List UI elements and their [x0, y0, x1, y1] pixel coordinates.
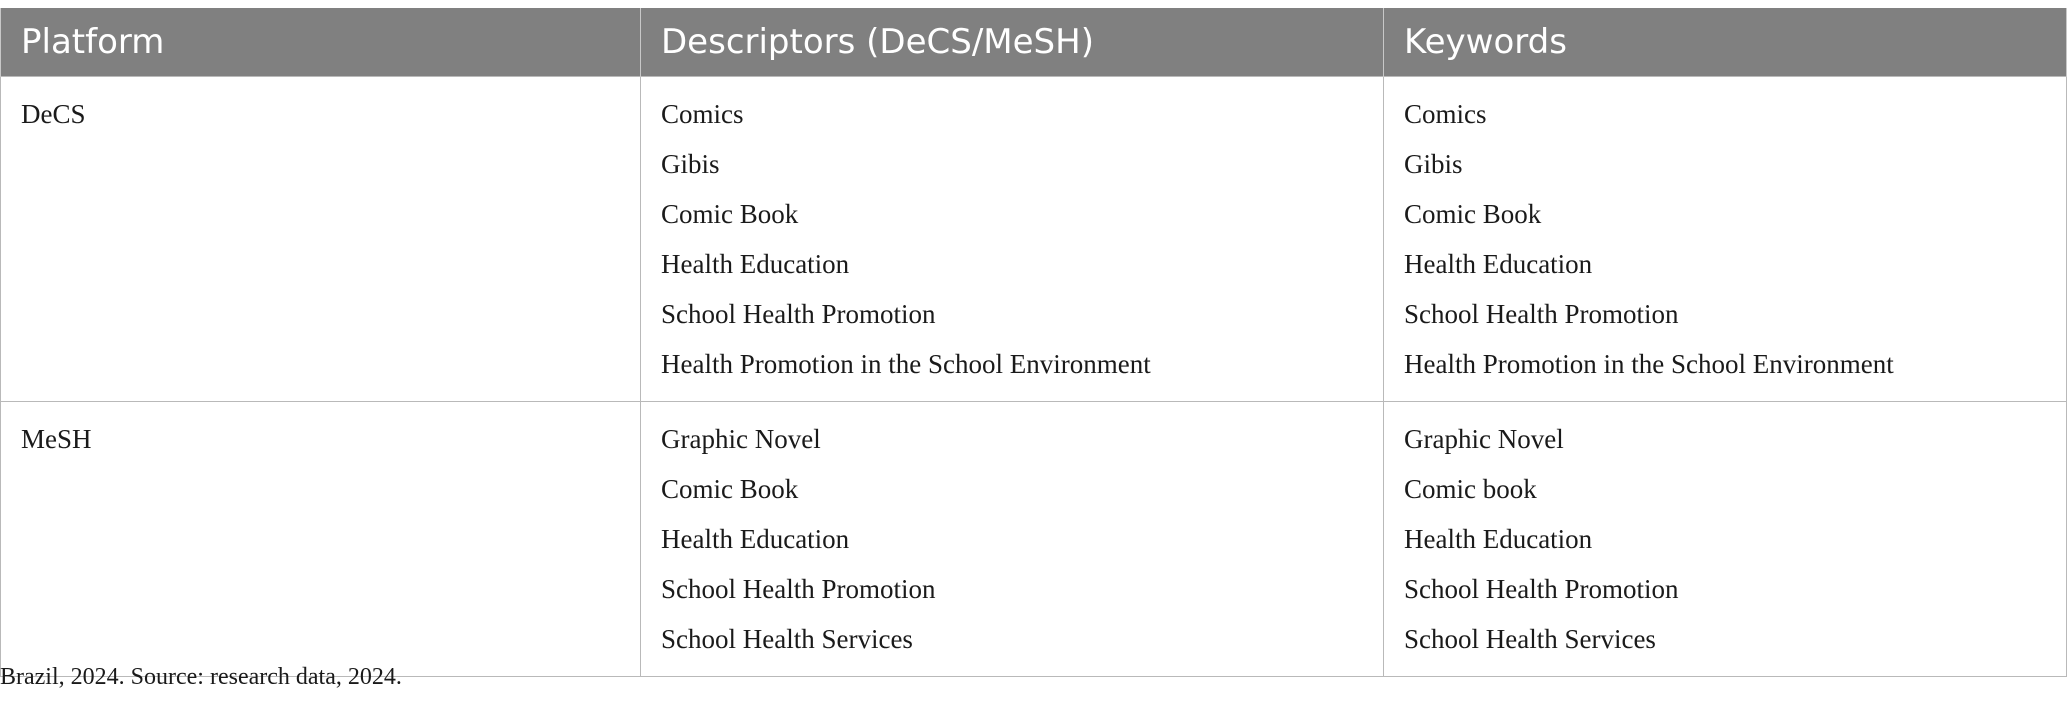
descriptor-item: School Health Promotion — [661, 298, 936, 329]
keyword-item: Health Education — [1404, 523, 1593, 554]
keyword-item: Health Promotion in the School Environment — [1404, 348, 1894, 379]
header-platform: Platform — [1, 8, 641, 76]
descriptor-item: Health Education — [661, 523, 850, 554]
keyword-item: Comic Book — [1404, 198, 1542, 229]
descriptor-item: Graphic Novel — [661, 423, 821, 454]
descriptors-cell — [641, 401, 1384, 676]
header-descriptors: Descriptors (DeCS/MeSH) — [641, 8, 1384, 76]
keyword-item: Comic book — [1404, 473, 1537, 504]
platform-cell — [1, 401, 641, 676]
keyword-item: Graphic Novel — [1404, 423, 1564, 454]
keyword-item: School Health Services — [1404, 623, 1656, 654]
descriptor-item: Health Promotion in the School Environment — [661, 348, 1151, 379]
descriptor-item: School Health Promotion — [661, 573, 936, 604]
keyword-item: Comics — [1404, 98, 1487, 129]
descriptors-cell — [641, 76, 1384, 401]
platform-label: DeCS — [21, 98, 86, 129]
table-header-row — [1, 8, 2067, 76]
header-keywords: Keywords — [1384, 8, 2067, 76]
descriptor-item: Gibis — [661, 148, 720, 179]
descriptor-item: Health Education — [661, 248, 850, 279]
descriptor-item: School Health Services — [661, 623, 913, 654]
table-row-mesh — [1, 401, 2067, 676]
descriptor-item: Comic Book — [661, 473, 799, 504]
keywords-cell — [1384, 76, 2067, 401]
keyword-item: Health Education — [1404, 248, 1593, 279]
descriptor-item: Comics — [661, 98, 744, 129]
table-footnote: Brazil, 2024. Source: research data, 2024. — [0, 664, 402, 690]
platform-cell — [1, 76, 641, 401]
table-row-decs — [1, 76, 2067, 401]
platform-label: MeSH — [21, 423, 92, 454]
descriptors-table — [0, 8, 2067, 677]
keyword-item: Gibis — [1404, 148, 1463, 179]
keywords-cell — [1384, 401, 2067, 676]
keyword-item: School Health Promotion — [1404, 298, 1679, 329]
descriptor-item: Comic Book — [661, 198, 799, 229]
keyword-item: School Health Promotion — [1404, 573, 1679, 604]
